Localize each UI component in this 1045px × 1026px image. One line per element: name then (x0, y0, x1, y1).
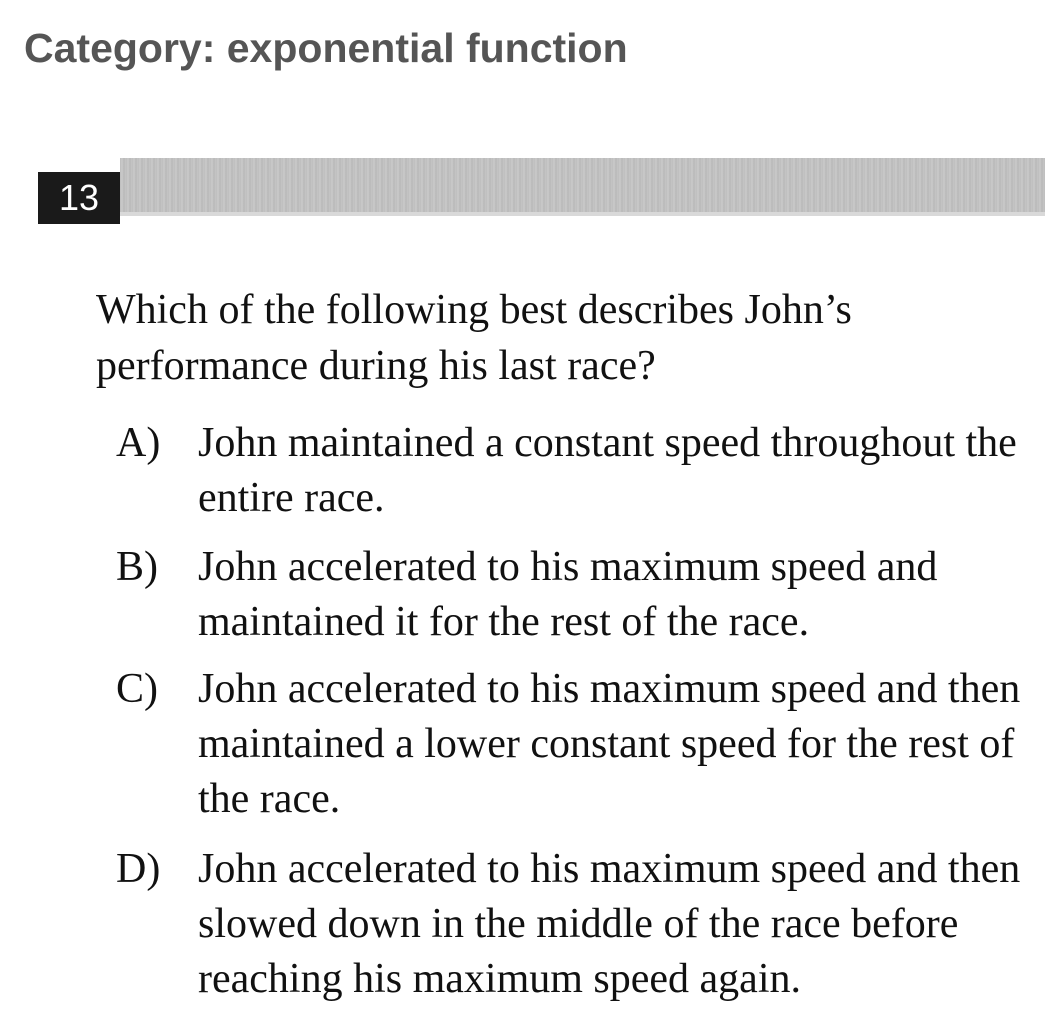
question-prompt: Which of the following best describes John’s performance during his last race? (96, 287, 852, 389)
question-header-bar (38, 158, 1045, 224)
choice-text: John accelerated to his maximum speed and then slowed down in the middle of the race before reaching his maximum speed again. (198, 846, 1021, 1002)
question-bar-edge (120, 212, 1045, 216)
category-title: Category: exponential function (24, 25, 628, 71)
choice-letter: B) (116, 544, 158, 590)
question-bar-shading (120, 158, 1045, 216)
choice-letter: C) (116, 666, 158, 712)
choice-letter: A) (116, 420, 161, 466)
choice-text: John accelerated to his maximum speed and then maintained a lower constant speed for the rest of the race. (198, 666, 1021, 822)
choice-letter: D) (116, 846, 161, 892)
question-number-badge: 13 (38, 172, 120, 224)
choice-text: John accelerated to his maximum speed and maintained it for the rest of the race. (198, 544, 938, 645)
choice-text: John maintained a constant speed throughout the entire race. (198, 420, 1017, 521)
